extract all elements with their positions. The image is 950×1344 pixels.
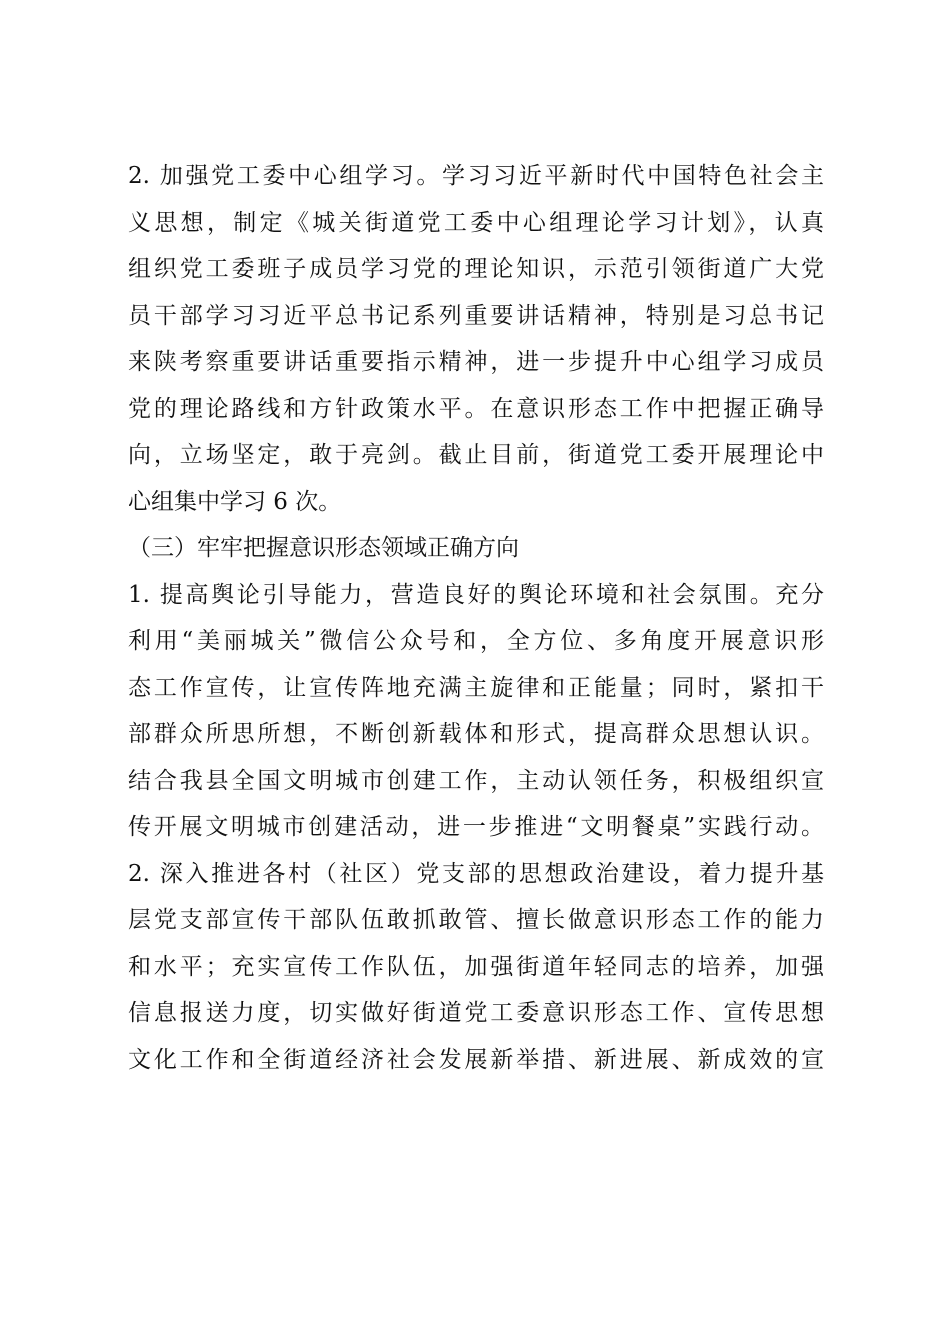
- text-line: 和水平；充实宣传工作队伍，加强街道年轻同志的培养，加强: [128, 953, 824, 980]
- text-line: 心组集中学习 6 次。: [128, 488, 342, 515]
- section-heading: （三）牢牢把握意识形态领域正确方向: [128, 535, 519, 561]
- text-line: 信息报送力度，切实做好街道党工委意识形态工作、宣传思想: [128, 1000, 824, 1026]
- paragraph-branch-construction: [128, 851, 824, 1084]
- text-line: 态工作宣传，让宣传阵地充满主旋律和正能量；同时，紧扣干: [128, 674, 824, 701]
- text-line: 利用“美丽城关”微信公众号和，全方位、多角度开展意识形: [128, 628, 824, 654]
- text-line: 组织党工委班子成员学习党的理论知识，示范引领街道广大党: [128, 256, 824, 282]
- text-line: 部群众所思所想，不断创新载体和形式，提高群众思想认识。: [128, 721, 824, 747]
- text-line: 2. 加强党工委中心组学习。学习习近平新时代中国特色社会主: [128, 163, 824, 189]
- text-line: 传开展文明城市创建活动，进一步推进“文明餐桌”实践行动。: [128, 814, 824, 840]
- text-line: 文化工作和全街道经济社会发展新举措、新进展、新成效的宣: [128, 1046, 824, 1073]
- text-line: 结合我县全国文明城市创建工作，主动认领任务，积极组织宣: [128, 767, 824, 794]
- paragraph-public-opinion: [128, 572, 824, 851]
- text-line: 2. 深入推进各村（社区）党支部的思想政治建设，着力提升基: [128, 860, 824, 887]
- text-line: 向，立场坚定，敢于亮剑。截止目前，街道党工委开展理论中: [128, 442, 824, 468]
- text-line: 义思想，制定《城关街道党工委中心组理论学习计划》，认真: [128, 209, 824, 236]
- paragraph-party-committee-study: [128, 153, 824, 525]
- text-line: 党的理论路线和方针政策水平。在意识形态工作中把握正确导: [128, 395, 824, 422]
- text-line: 层党支部宣传干部队伍敢抓敢管、擅长做意识形态工作的能力: [128, 907, 824, 933]
- text-line: 员干部学习习近平总书记系列重要讲话精神，特别是习总书记: [128, 302, 824, 329]
- document-body: [128, 153, 824, 1083]
- text-line: 1. 提高舆论引导能力，营造良好的舆论环境和社会氛围。充分: [128, 581, 824, 608]
- text-line: 来陕考察重要讲话重要指示精神，进一步提升中心组学习成员: [128, 349, 824, 375]
